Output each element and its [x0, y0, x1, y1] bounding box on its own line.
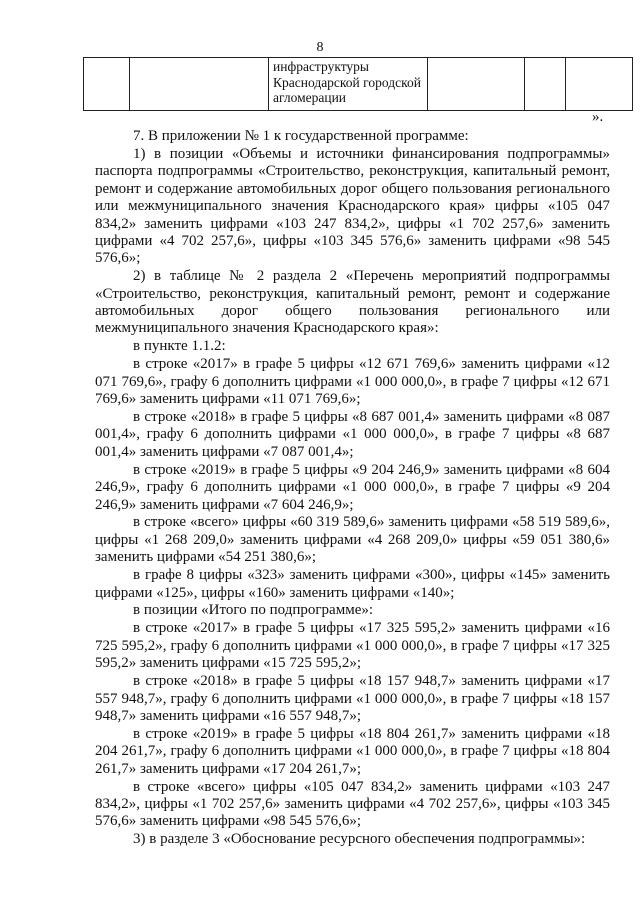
paragraph: в строке «2018» в графе 5 цифры «18 157 948,7» заменить цифрами «17 557 948,7», графу 6 дополнить цифрами «1 000 000,0», в графе 7 цифры «18 157 948,7» заменить цифрами «16 557 948,7»; — [95, 673, 610, 724]
page-number: 8 — [316, 40, 324, 55]
table-cell — [525, 58, 566, 111]
table-cell-measure-text: инфраструктуры Краснодарской городской агломерации — [269, 58, 428, 111]
table-cell — [84, 58, 130, 111]
table-cell — [130, 58, 269, 111]
document-body — [95, 128, 610, 849]
table-cell — [566, 58, 633, 111]
paragraph: в пункте 1.1.2: — [133, 338, 226, 355]
paragraph: в строке «всего» цифры «60 319 589,6» заменить цифрами «58 519 589,6», цифры «1 268 209,0» заменить цифрами «4 268 209,0» цифры «59 051 380,6» заменить цифрами «54 251 380,6»; — [95, 514, 610, 566]
paragraph: 1) в позиции «Объемы и источники финансирования подпрограммы» паспорта подпрограммы «Строительство, реконструкция, капитальный ремонт, ремонт и содержание автомобильных дорог общего пользования регионального или межмуниципального значения Краснодарского края» цифры «105 047 834,2» заменить цифрами «103 247 834,2», цифры «1 702 257,6» заменить цифрами «4 702 257,6», цифры «103 345 576,6» заменить цифрами «98 545 576,6»; — [95, 145, 610, 267]
paragraph: 2) в таблице № 2 раздела 2 «Перечень мероприятий подпрограммы «Строительство, реконструкция, капитальный ремонт, ремонт и содержание автомобильных дорог общего пользования регионального или межмуниципального значения Краснодарского края»: — [95, 268, 610, 337]
paragraph: в строке «2017» в графе 5 цифры «17 325 595,2» заменить цифрами «16 725 595,2», графу 6 дополнить цифрами «1 000 000,0», в графе 7 цифры «17 325 595,2» заменить цифрами «15 725 595,2»; — [95, 620, 610, 672]
paragraph: в строке «2017» в графе 5 цифры «12 671 769,6» заменить цифрами «12 071 769,6», графу 6 дополнить цифрами «1 000 000,0», в графе 7 цифры «12 671 769,6» заменить цифрами «11 071 769,6»; — [95, 356, 610, 408]
paragraph: в строке «всего» цифры «105 047 834,2» заменить цифрами «103 247 834,2», цифры «1 702 257,6» заменить цифрами «4 702 257,6», цифры «103 345 576,6» заменить цифрами «98 545 576,6»; — [95, 778, 610, 830]
paragraph: 7. В приложении № 1 к государственной программе: — [133, 128, 469, 144]
paragraph: в строке «2019» в графе 5 цифры «9 204 246,9» заменить цифрами «8 604 246,9», графу 6 дополнить цифрами «1 000 000,0», в графе 7 цифры «9 204 246,9» заменить цифрами «7 604 246,9»; — [95, 461, 610, 513]
paragraph: в позиции «Итого по подпрограмме»: — [133, 602, 374, 619]
paragraph: в строке «2018» в графе 5 цифры «8 687 001,4» заменить цифрами «8 087 001,4», графу 6 дополнить цифрами «1 000 000,0», в графе 7 цифры «8 687 001,4» заменить цифрами «7 087 001,4»; — [95, 409, 610, 460]
table-row — [84, 58, 633, 111]
paragraph: в строке «2019» в графе 5 цифры «18 804 261,7» заменить цифрами «18 204 261,7», графу 6 дополнить цифрами «1 000 000,0», в графе 7 цифры «18 804 261,7» заменить цифрами «17 204 261,7»; — [95, 725, 610, 777]
table-cell — [428, 58, 525, 111]
paragraph: в графе 8 цифры «323» заменить цифрами «300», цифры «145» заменить цифрами «125», цифры «160» заменить цифрами «140»; — [95, 567, 610, 601]
closing-quote: ». — [592, 109, 604, 125]
continued-table — [83, 57, 633, 111]
paragraph: 3) в разделе 3 «Обоснование ресурсного обеспечения подпрограммы»: — [133, 831, 586, 848]
